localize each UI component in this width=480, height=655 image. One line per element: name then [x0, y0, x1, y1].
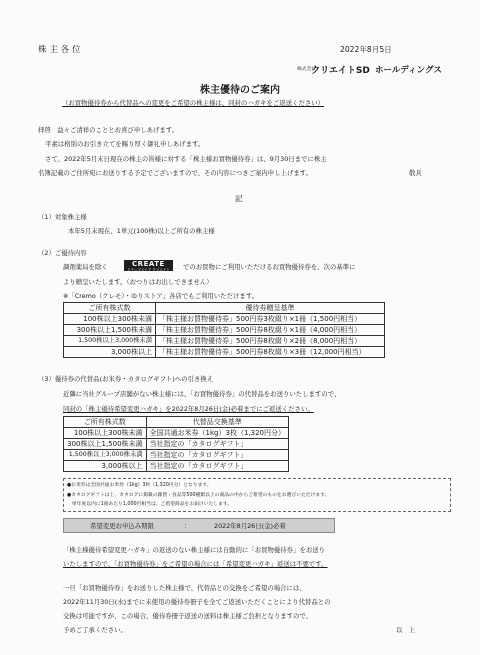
addressee: 株 主 各 位: [38, 45, 81, 55]
section-3-line-1: 近隣に当社グループ店舗がない株主様には、「お買物優待券」の代替品をお送りいたしますので、: [63, 390, 341, 398]
table-cell: 当社指定の「カタログギフト」: [146, 439, 288, 450]
company-logo: [297, 59, 442, 78]
table-row: [64, 428, 289, 439]
table-header-cell: 優待券贈呈基準: [156, 303, 385, 314]
greeting-line-2: 平素は格別のお引き立てを賜り厚く御礼申しあげます。: [45, 140, 205, 148]
para2-line-3: 交換は可能ですが、この場合、優待券冊子返送の送料は株主様ご負担となりますので、: [63, 612, 313, 620]
para2-line-4: 予めご了承ください。: [63, 626, 127, 634]
deadline-label: 希望変更お申込み期限: [90, 522, 154, 530]
section-2-line-2: より贈呈いたします。（おつりはお出しできません）: [63, 278, 213, 286]
create-logo: CREATE ドラッグストア クリエイト: [124, 260, 173, 271]
company-prefix: 株式会社: [297, 67, 317, 72]
section-2-note: ※「Cremo（クレモ）・ゆりストア」各店でもご利用いただけます。: [63, 292, 259, 300]
closing: 以 上: [396, 626, 416, 634]
table-cell: 3,000株以上: [64, 347, 156, 358]
table-row: [64, 461, 289, 472]
document-date: 2022年8月5日: [340, 45, 392, 54]
table-cell: 当社指定の「カタログギフト」: [146, 461, 288, 472]
benefit-table: [63, 302, 385, 358]
table-cell: 1,500株以上3,000株未満: [64, 450, 147, 461]
table-cell: 3,000株以上: [64, 461, 147, 472]
page-title: 株主優待のご案内: [200, 85, 280, 96]
table-cell: 当社指定の「カタログギフト」: [146, 450, 288, 461]
section-2-line-1b: でのお買物にご利用いただけるお買物優待券を、次の基準に: [183, 263, 356, 271]
deadline-separator: ：: [184, 522, 191, 530]
section-3-line-2: 同封の「株主優待希望変更ハガキ」を2022年8月26日(金)必着までにご返送ください。: [63, 405, 314, 413]
table-header-cell: ご所有株式数: [64, 417, 147, 428]
table-cell: 300株以上1,500株未満: [64, 439, 147, 450]
table-row: [64, 336, 385, 347]
table-row: [64, 450, 289, 461]
ki-marker: 記: [235, 194, 243, 203]
substitute-note-1: ●お米券は全国共通お米券（1kg）3枚（1,320円分）となります。: [67, 483, 212, 488]
greeting-line-4: 名簿記載のご住所宛にお送りする予定でございますので、その内容につきご案内申し上げます。: [38, 169, 313, 177]
substitute-table: [63, 416, 289, 472]
table-cell: 「株主様お買物優待券」500円券8枚綴り×3冊（12,000円相当）: [156, 347, 385, 358]
table-cell: 300株以上1,500株未満: [64, 325, 156, 336]
table-header-row: [64, 303, 385, 314]
para1-line-1: 「株主様優待希望変更ハガキ」の返送のない株主様には自動的に「お買物優待券」をお送り: [63, 546, 326, 554]
table-cell: 「株主様お買物優待券」500円券8枚綴り×2冊（8,000円相当）: [156, 336, 385, 347]
subtitle: （お買物優待券から代替品への変更をご希望の株主様は、同封のハガキをご返送ください）: [62, 99, 325, 107]
greeting-line-3: さて、2022年5月末日現在の株主の皆様に対する「株主様お買物優待券」は、9月30日までに株主: [45, 155, 327, 163]
table-header-row: [64, 417, 289, 428]
company-name: クリエイトSD: [311, 66, 370, 76]
table-cell: 100株以上300株未満: [64, 428, 147, 439]
substitute-note-2: ●カタログギフトは上、カタログに掲載の雑貨・食品等500種類以上の商品の中からご希望のものをお選びいただけます。: [67, 493, 330, 498]
section-2-line-1a: 調剤薬局を除く: [63, 263, 108, 271]
table-cell: 「株主様お買物優待券」500円券8枚綴り×1冊（4,000円相当）: [156, 325, 385, 336]
company-suffix: ホールディングス: [374, 65, 442, 76]
table-cell: 100株以上300株未満: [64, 314, 156, 325]
table-cell: 「株主様お買物優待券」500円券3枚綴り×1冊（1,500円相当）: [156, 314, 385, 325]
greeting-keigu: 敬具: [409, 169, 422, 177]
table-row: [64, 314, 385, 325]
greeting-line-1: 拝啓 益々ご清祥のこととお喜び申しあげます。: [38, 126, 179, 134]
table-row: [64, 347, 385, 358]
para2-line-1: 一旦「お買物優待券」をお送りした株主様で、代替品との交換をご希望の場合には、: [63, 584, 306, 592]
deadline-date: 2022年8月26日(金)必着: [214, 522, 286, 530]
section-1-heading: （1）対象株主様: [38, 213, 87, 221]
para2-line-2: 2022年11月30日(水)までに未使用の優待券冊子を全てご返送いただくことにより代替品との: [63, 598, 331, 606]
table-header-cell: ご所有株式数: [64, 303, 156, 314]
table-row: [64, 439, 289, 450]
table-cell: 全国共通お米券（1kg）3枚（1,320円分）: [146, 428, 288, 439]
section-1-body: 本年5月末現在、1単元(100株)以上ご所有の株主様: [68, 227, 215, 235]
para1-line-2: いたしますので、「お買物優待券」をご希望の場合には「希望変更ハガキ」返送は不要です。: [63, 560, 328, 568]
substitute-note-3: 単年度以内に1冊あたり1,000円相当は、ご希望商品をお届けいたします。: [67, 502, 233, 507]
table-cell: 1,500株以上3,000株未満: [64, 336, 156, 347]
section-3-heading: （3）優待券の代替品(お米券・カタログギフト)への引き換え: [38, 375, 214, 383]
section-2-heading: （2）ご優待内容: [38, 249, 87, 257]
table-header-cell: 代替品交換基準: [146, 417, 288, 428]
table-row: [64, 325, 385, 336]
